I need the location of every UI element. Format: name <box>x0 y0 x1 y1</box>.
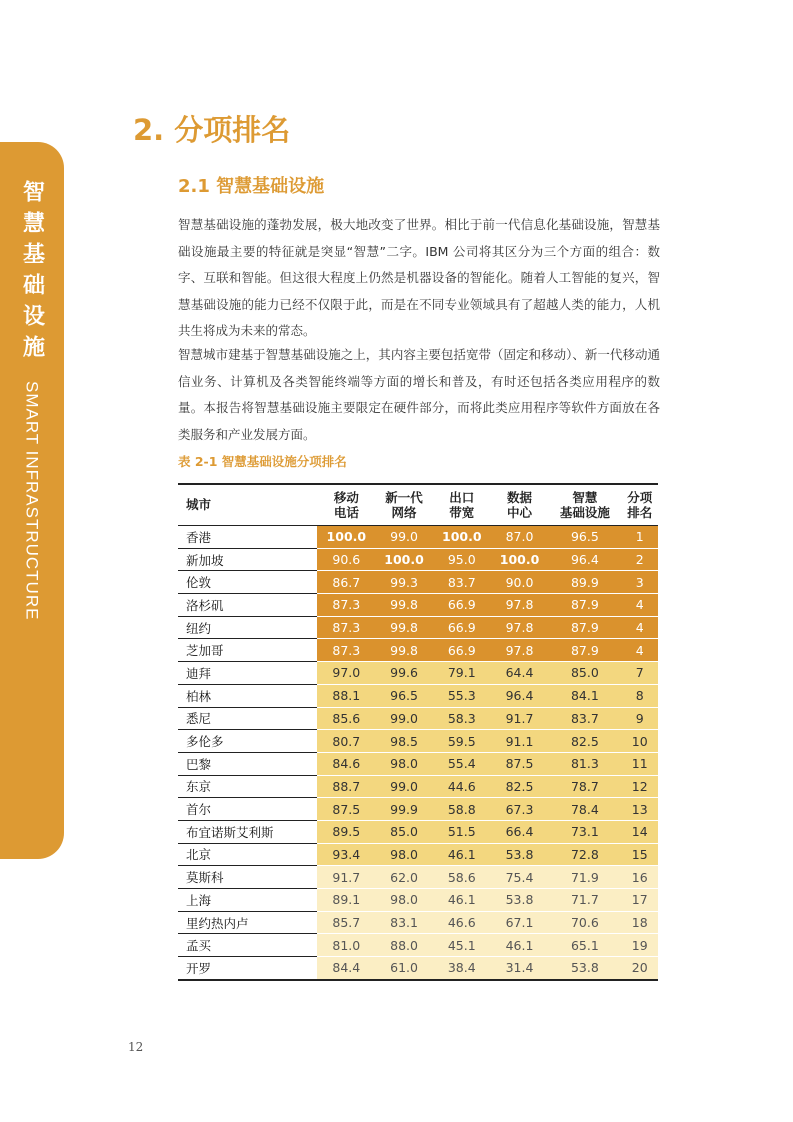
header-label: 电话 <box>333 504 359 520</box>
value-cell: 97.8 <box>491 594 549 617</box>
table-row <box>178 889 658 912</box>
table-row <box>178 866 658 889</box>
city-cell: 迪拜 <box>178 662 317 685</box>
table-body <box>178 526 658 980</box>
value-cell: 99.8 <box>375 639 433 662</box>
value-cell: 97.8 <box>491 639 549 662</box>
value-cell: 99.0 <box>375 775 433 798</box>
value-cell: 87.5 <box>317 798 375 821</box>
value-cell: 58.3 <box>433 707 491 730</box>
header-label: 分项 <box>627 489 653 505</box>
table-row <box>178 911 658 934</box>
value-cell: 83.1 <box>375 911 433 934</box>
city-cell: 北京 <box>178 843 317 866</box>
value-cell: 55.4 <box>433 752 491 775</box>
city-cell: 东京 <box>178 775 317 798</box>
value-cell: 85.6 <box>317 707 375 730</box>
value-cell: 9 <box>621 707 658 730</box>
value-cell: 12 <box>621 775 658 798</box>
value-cell: 87.3 <box>317 594 375 617</box>
city-cell: 伦敦 <box>178 571 317 594</box>
value-cell: 81.0 <box>317 934 375 957</box>
city-cell: 悉尼 <box>178 707 317 730</box>
header-label: 移动 <box>333 489 359 505</box>
value-cell: 2 <box>621 548 658 571</box>
value-cell: 66.9 <box>433 594 491 617</box>
value-cell: 20 <box>621 957 658 980</box>
header-label: 智慧 <box>572 489 598 505</box>
value-cell: 7 <box>621 662 658 685</box>
header-label: 出口 <box>449 489 475 505</box>
value-cell: 98.0 <box>375 843 433 866</box>
city-cell: 莫斯科 <box>178 866 317 889</box>
header-label: 新一代 <box>385 489 423 505</box>
city-cell: 香港 <box>178 526 317 549</box>
value-cell: 85.0 <box>548 662 621 685</box>
city-cell: 多伦多 <box>178 730 317 753</box>
value-cell: 53.8 <box>491 889 549 912</box>
city-cell: 纽约 <box>178 616 317 639</box>
table-row <box>178 684 658 707</box>
table-row <box>178 752 658 775</box>
table-row <box>178 662 658 685</box>
header-label: 排名 <box>627 504 653 520</box>
value-cell: 84.1 <box>548 684 621 707</box>
value-cell: 53.8 <box>548 957 621 980</box>
city-cell: 里约热内卢 <box>178 911 317 934</box>
value-cell: 70.6 <box>548 911 621 934</box>
value-cell: 91.7 <box>491 707 549 730</box>
table-row <box>178 616 658 639</box>
value-cell: 75.4 <box>491 866 549 889</box>
value-cell: 91.1 <box>491 730 549 753</box>
value-cell: 67.3 <box>491 798 549 821</box>
value-cell <box>317 526 375 549</box>
table-row <box>178 820 658 843</box>
header-infrastructure <box>548 484 621 526</box>
value-cell: 82.5 <box>491 775 549 798</box>
table-row <box>178 775 658 798</box>
table-row <box>178 594 658 617</box>
header-label: 网络 <box>391 504 417 520</box>
value-cell: 78.4 <box>548 798 621 821</box>
value-cell: 13 <box>621 798 658 821</box>
table-row <box>178 526 658 549</box>
value-cell: 65.1 <box>548 934 621 957</box>
value-cell: 97.0 <box>317 662 375 685</box>
value-cell: 67.1 <box>491 911 549 934</box>
value-cell: 97.8 <box>491 616 549 639</box>
value-cell: 87.0 <box>491 526 549 549</box>
value-cell: 46.1 <box>433 843 491 866</box>
city-cell: 芝加哥 <box>178 639 317 662</box>
table-row <box>178 639 658 662</box>
value-cell: 64.4 <box>491 662 549 685</box>
header-label: 数据 <box>507 489 533 505</box>
value-cell: 96.4 <box>548 548 621 571</box>
value-cell: 46.1 <box>491 934 549 957</box>
value-cell: 89.5 <box>317 820 375 843</box>
table-row <box>178 843 658 866</box>
value-cell: 99.8 <box>375 616 433 639</box>
value-cell: 66.9 <box>433 639 491 662</box>
value-cell: 18 <box>621 911 658 934</box>
value-cell: 96.5 <box>548 526 621 549</box>
value-cell <box>491 548 549 571</box>
value-cell: 83.7 <box>548 707 621 730</box>
value-cell: 53.8 <box>491 843 549 866</box>
value-cell: 88.1 <box>317 684 375 707</box>
value-cell: 72.8 <box>548 843 621 866</box>
value-cell: 79.1 <box>433 662 491 685</box>
header-rank <box>621 484 658 526</box>
value-cell: 99.6 <box>375 662 433 685</box>
value-cell <box>375 548 433 571</box>
page-number: 12 <box>128 1040 144 1054</box>
header-network <box>375 484 433 526</box>
value-cell: 90.0 <box>491 571 549 594</box>
header-label: 基础设施 <box>559 504 610 520</box>
city-cell: 柏林 <box>178 684 317 707</box>
value-cell: 17 <box>621 889 658 912</box>
value-cell: 89.9 <box>548 571 621 594</box>
table-row <box>178 707 658 730</box>
value-cell: 96.5 <box>375 684 433 707</box>
ranking-table <box>178 483 658 981</box>
value-cell: 46.1 <box>433 889 491 912</box>
value-cell: 99.0 <box>375 707 433 730</box>
value-cell: 99.3 <box>375 571 433 594</box>
value-cell: 71.9 <box>548 866 621 889</box>
value-cell: 4 <box>621 594 658 617</box>
value-cell: 46.6 <box>433 911 491 934</box>
value-cell: 16 <box>621 866 658 889</box>
value-cell: 89.1 <box>317 889 375 912</box>
value-cell: 66.9 <box>433 616 491 639</box>
table-row <box>178 934 658 957</box>
value-cell: 71.7 <box>548 889 621 912</box>
value-cell: 86.7 <box>317 571 375 594</box>
paragraph-2: 智慧城市建基于智慧基础设施之上，其内容主要包括宽带（固定和移动）、新一代移动通信业务、计算机及各类智能终端等方面的增长和普及，有时还包括各类应用程序的数量。本报告将智慧基础设施主要限定在硬件部分，而将此类应用程序等软件方面放在各类服务和产业发展方面。 <box>178 347 660 442</box>
value-cell: 15 <box>621 843 658 866</box>
table-row <box>178 730 658 753</box>
section-title: 2. 分项排名 <box>133 113 291 147</box>
value-cell: 58.8 <box>433 798 491 821</box>
value-cell: 8 <box>621 684 658 707</box>
value-cell: 10 <box>621 730 658 753</box>
value-cell: 91.7 <box>317 866 375 889</box>
value-cell: 73.1 <box>548 820 621 843</box>
value-cell: 59.5 <box>433 730 491 753</box>
value-cell: 55.3 <box>433 684 491 707</box>
header-label: 带宽 <box>449 504 475 520</box>
value-cell: 81.3 <box>548 752 621 775</box>
value-cell: 3 <box>621 571 658 594</box>
header-bandwidth <box>433 484 491 526</box>
header-city <box>178 484 317 526</box>
sidebar-label <box>17 180 48 621</box>
value-cell: 38.4 <box>433 957 491 980</box>
value-cell <box>433 526 491 549</box>
value-cell: 93.4 <box>317 843 375 866</box>
value-cell: 98.5 <box>375 730 433 753</box>
city-cell: 首尔 <box>178 798 317 821</box>
value-cell: 44.6 <box>433 775 491 798</box>
header-label: 中心 <box>507 504 533 520</box>
city-cell: 孟买 <box>178 934 317 957</box>
value-cell: 62.0 <box>375 866 433 889</box>
value-cell: 45.1 <box>433 934 491 957</box>
header-mobile <box>317 484 375 526</box>
city-cell: 巴黎 <box>178 752 317 775</box>
value-cell: 88.0 <box>375 934 433 957</box>
value-text-bold: 100.0 <box>499 552 540 568</box>
value-cell: 87.9 <box>548 639 621 662</box>
value-cell: 14 <box>621 820 658 843</box>
value-cell: 66.4 <box>491 820 549 843</box>
value-cell: 78.7 <box>548 775 621 798</box>
city-cell: 上海 <box>178 889 317 912</box>
sidebar-label-en: SMART INFRASTRUCTURE <box>22 381 42 621</box>
value-cell: 83.7 <box>433 571 491 594</box>
value-cell: 82.5 <box>548 730 621 753</box>
table-caption: 表 2-1 智慧基础设施分项排名 <box>178 454 347 469</box>
value-text-bold: 100.0 <box>384 552 424 568</box>
value-cell: 85.7 <box>317 911 375 934</box>
city-cell: 开罗 <box>178 957 317 980</box>
table-row <box>178 957 658 980</box>
city-cell: 布宜诺斯艾利斯 <box>178 820 317 843</box>
table-row <box>178 798 658 821</box>
sidebar-label-cn: 智慧基础设施 <box>19 180 45 366</box>
value-cell: 98.0 <box>375 752 433 775</box>
value-cell: 87.3 <box>317 639 375 662</box>
value-cell: 1 <box>621 526 658 549</box>
value-text-bold: 100.0 <box>442 529 482 545</box>
value-cell: 99.0 <box>375 526 433 549</box>
value-cell: 96.4 <box>491 684 549 707</box>
header-datacenter <box>491 484 549 526</box>
value-cell: 87.9 <box>548 616 621 639</box>
header-label: 城市 <box>186 497 212 512</box>
value-cell: 95.0 <box>433 548 491 571</box>
value-cell: 87.3 <box>317 616 375 639</box>
value-cell: 58.6 <box>433 866 491 889</box>
value-cell: 61.0 <box>375 957 433 980</box>
value-cell: 11 <box>621 752 658 775</box>
value-cell: 87.9 <box>548 594 621 617</box>
city-cell: 洛杉矶 <box>178 594 317 617</box>
value-cell: 99.9 <box>375 798 433 821</box>
table-header-row <box>178 484 658 526</box>
subsection-title: 2.1 智慧基础设施 <box>178 176 325 197</box>
value-cell: 31.4 <box>491 957 549 980</box>
value-cell: 84.4 <box>317 957 375 980</box>
table-row <box>178 571 658 594</box>
value-cell: 80.7 <box>317 730 375 753</box>
value-cell: 99.8 <box>375 594 433 617</box>
value-cell: 84.6 <box>317 752 375 775</box>
value-cell: 88.7 <box>317 775 375 798</box>
table-row <box>178 548 658 571</box>
value-cell: 85.0 <box>375 820 433 843</box>
value-cell: 90.6 <box>317 548 375 571</box>
value-cell: 87.5 <box>491 752 549 775</box>
value-cell: 51.5 <box>433 820 491 843</box>
value-cell: 98.0 <box>375 889 433 912</box>
value-cell: 19 <box>621 934 658 957</box>
value-cell: 4 <box>621 639 658 662</box>
paragraph-1: 智慧基础设施的蓬勃发展，极大地改变了世界。相比于前一代信息化基础设施，智慧基础设施最主要的特征就是突显“智慧”二字。IBM 公司将其区分为三个方面的组合：数字、互联和智能。但这很大程度上仍然是机器设备的智能化。随着人工智能的复兴，智慧基础设施的能力已经不仅限于此，而是在不同专业领域具有了超越人类的能力，人机共生将成为未来的常态。 <box>178 217 660 338</box>
value-text-bold: 100.0 <box>326 529 367 545</box>
value-cell: 4 <box>621 616 658 639</box>
city-cell: 新加坡 <box>178 548 317 571</box>
